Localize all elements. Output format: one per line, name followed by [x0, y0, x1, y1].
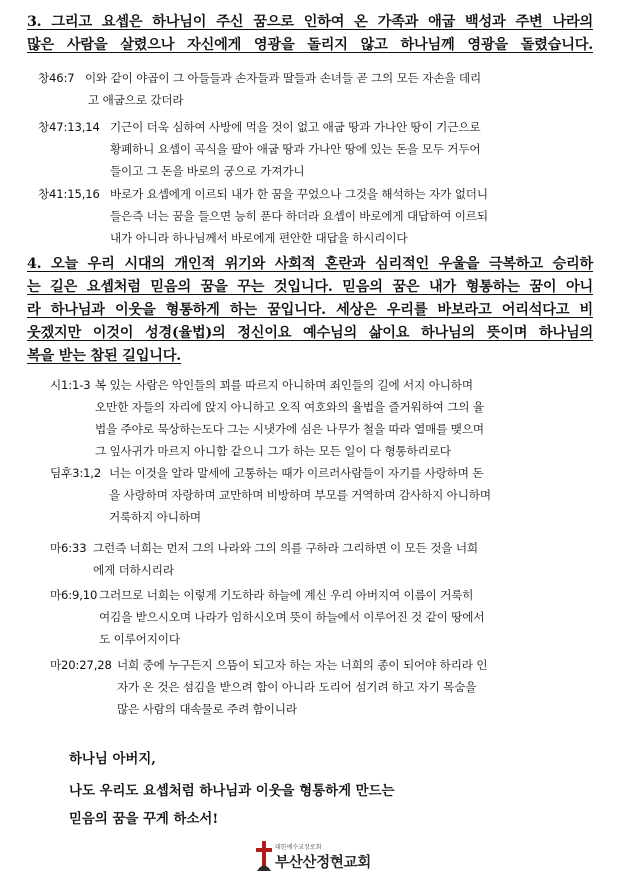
verse-reference: 창47:13,14	[38, 120, 100, 134]
verse-line: 그러므로 너희는 이렇게 기도하라 하늘에 계신 우리 아버지여 이름이 거룩히	[99, 588, 474, 602]
verse-text	[117, 654, 487, 720]
verse-line: 을 사랑하며 자랑하며 교만하며 비방하며 부모를 거역하며 감사하지 아니하며	[109, 488, 491, 502]
verse-line: 황폐하니 요셉이 곡식을 팔아 애굽 땅과 가나안 땅에 있는 돈을 모두 거두어	[110, 142, 481, 156]
verse-line: 고 애굽으로 갔더라	[88, 93, 184, 107]
verse-text	[95, 374, 484, 462]
verse-line: 너희 중에 누구든지 으뜸이 되고자 하는 자는 너희의 종이 되어야 하리라 인	[117, 658, 488, 672]
verse-line: 들이고 그 돈을 바로의 궁으로 가져가니	[110, 164, 305, 178]
prayer-line-1: 하나님 아버지,	[69, 751, 156, 767]
verse-line: 자가 온 것은 섬김을 받으려 함이 아니라 도리어 섬기려 하고 자기 목숨을	[117, 680, 477, 694]
heading-line: 라 하나님과 이웃을 형통하게 하는 꿈입니다. 세상은 우리를 바보라고 어리석다고 비	[27, 302, 593, 318]
section-3-heading	[27, 11, 593, 57]
verse-line: 법을 주야로 묵상하는도다 그는 시냇가에 심은 나무가 철을 따라 열매를 맺으며	[95, 422, 484, 436]
heading-line: 복을 받는 참된 길입니다.	[27, 348, 182, 364]
verse-line: 너는 이것을 알라 말세에 고통하는 때가 이르러사람들이 자기를 사랑하며 돈	[109, 466, 484, 480]
verse-text	[110, 183, 488, 249]
verse-text	[109, 462, 491, 528]
verse-line: 기근이 더욱 심하여 사방에 먹을 것이 없고 애굽 땅과 가나안 땅이 기근으로	[110, 120, 481, 134]
verse-reference: 창41:15,16	[38, 187, 100, 201]
verse-text	[99, 584, 484, 650]
verse-line: 들은즉 너는 꿈을 들으면 능히 푼다 하더라 요셉이 바로에게 대답하여 이르되	[110, 209, 488, 223]
verse-line: 여김을 받으시오며 나라가 임하시오며 뜻이 하늘에서 이루어진 것 같이 땅에서	[99, 610, 485, 624]
verse-reference: 마6:33	[50, 541, 87, 555]
verse-line: 내가 아니라 하나님께서 바로에게 편안한 대답을 하시리이다	[110, 231, 408, 245]
cross-church-icon	[255, 840, 273, 872]
section-4-heading	[27, 253, 593, 368]
verse-line: 오만한 자들의 자리에 앉지 아니하고 오직 여호와의 율법을 즐거워하여 그의 율	[95, 400, 484, 414]
heading-line: 는 길은 요셉처럼 믿음의 꿈을 꾸는 것입니다. 믿음의 꿈은 내가 형통하는 꿈이 아니	[27, 279, 593, 295]
verse-line: 많은 사람의 대속물로 주려 함이니라	[117, 702, 297, 716]
verse-line: 이와 같이 야곱이 그 아들들과 손자들과 딸들과 손녀들 곧 그의 모든 자손을 데리	[85, 71, 482, 85]
verse-text	[85, 67, 481, 111]
verse-line: 그 잎사귀가 마르지 아니함 같으니 그가 하는 모든 일이 다 형통하리로다	[95, 444, 451, 458]
church-name: 부산산정현교회	[275, 855, 371, 871]
heading-line: 많은 사람을 살렸으나 자신에게 영광을 돌리지 않고 하나님께 영광을 돌렸습니다.	[27, 37, 593, 53]
verse-reference: 창46:7	[38, 71, 75, 85]
verse-line: 거룩하지 아니하며	[109, 510, 201, 524]
verse-text	[93, 537, 478, 581]
denomination-label: 대한예수교장로회	[275, 844, 322, 851]
church-logo	[255, 840, 405, 874]
verse-text	[110, 116, 480, 182]
verse-reference: 시1:1-3	[50, 378, 91, 392]
verse-line: 복 있는 사람은 악인들의 꾀를 따르지 아니하며 죄인들의 길에 서지 아니하며	[95, 378, 473, 392]
verse-reference: 딤후3:1,2	[50, 466, 102, 480]
heading-line: 3. 그리고 요셉은 하나님이 주신 꿈으로 인하여 온 가족과 애굽 백성과 주변 나라의	[27, 14, 593, 30]
verse-line: 바로가 요셉에게 이르되 내가 한 꿈을 꾸었으나 그것을 해석하는 자가 없더니	[110, 187, 488, 201]
prayer-line-3: 믿음의 꿈을 꾸게 하소서!	[69, 811, 219, 827]
verse-line: 에게 더하시리라	[93, 563, 174, 577]
heading-line: 4. 오늘 우리 시대의 개인적 위기와 사회적 혼란과 심리적인 우울을 극복하고 승리하	[27, 256, 593, 272]
prayer-line-2: 나도 우리도 요셉처럼 하나님과 이웃을 형통하게 만드는	[69, 783, 395, 799]
verse-reference: 마6:9,10	[50, 588, 98, 602]
verse-line: 그런즉 너희는 먼저 그의 나라와 그의 의를 구하라 그리하면 이 모든 것을 너희	[93, 541, 478, 555]
verse-reference: 마20:27,28	[50, 658, 112, 672]
heading-line: 웃겠지만 이것이 성경(율법)의 정신이요 예수님의 삶이요 하나님의 뜻이며 하나님의	[27, 325, 593, 341]
verse-line: 도 이루어지이다	[99, 632, 180, 646]
